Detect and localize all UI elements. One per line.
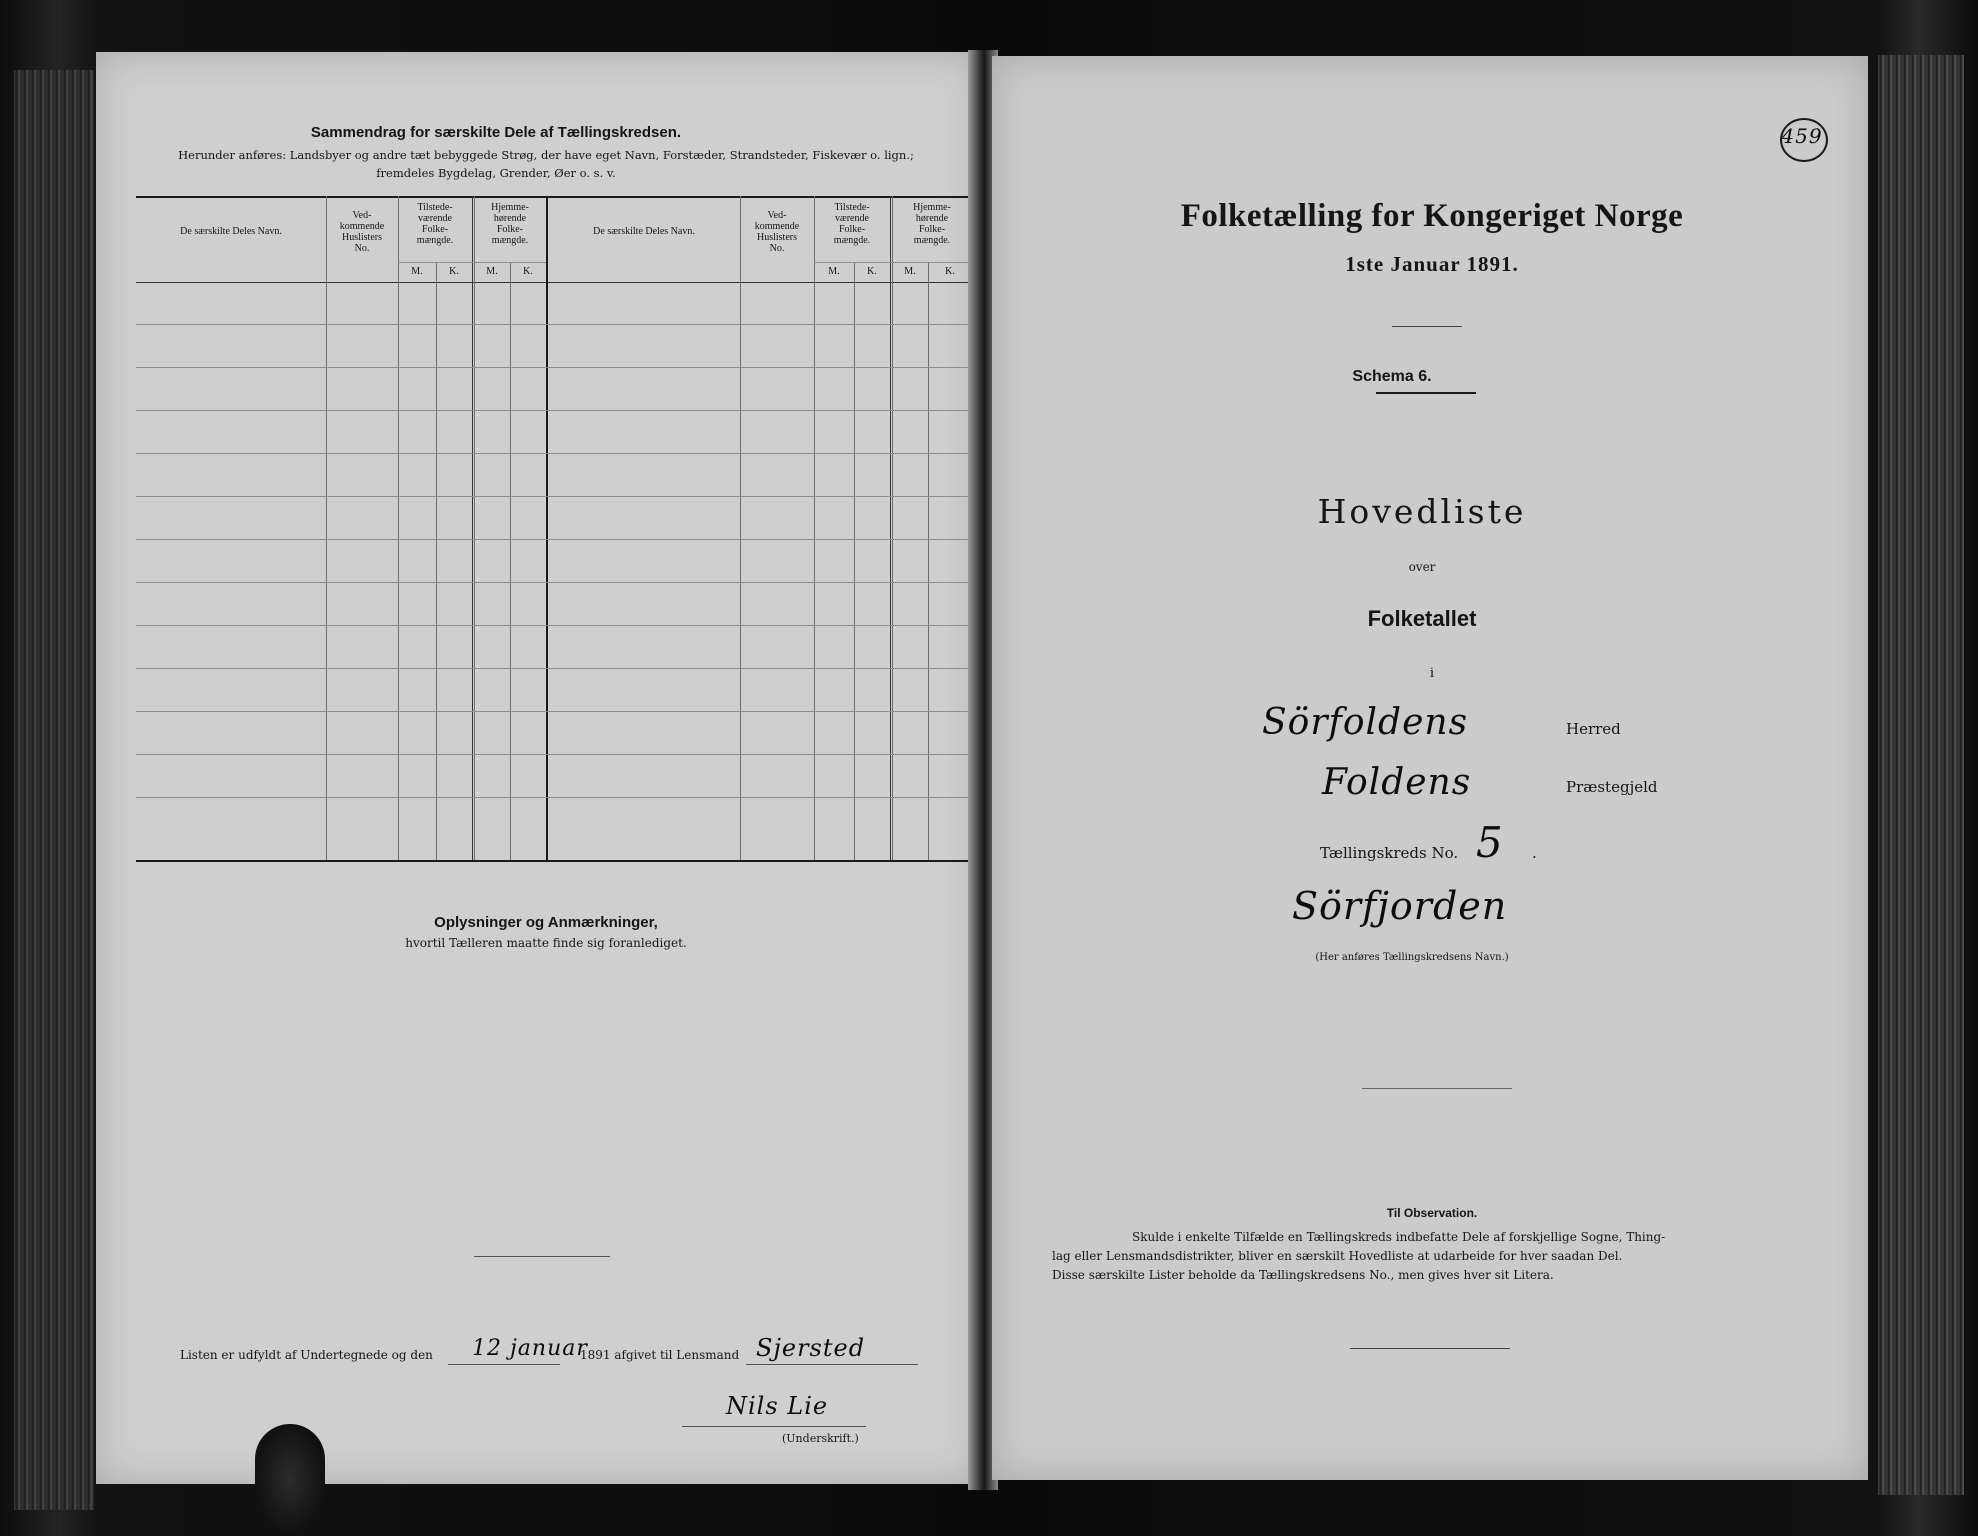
header-k: K. bbox=[523, 266, 533, 277]
header-k: K. bbox=[449, 266, 459, 277]
kreds-period: . bbox=[1532, 844, 1537, 862]
herred-name: Sörfoldens bbox=[1262, 702, 1469, 743]
underskrift-label: (Underskrift.) bbox=[782, 1432, 859, 1445]
header-hjemme-left: Hjemme- hørende Folke- mængde. bbox=[491, 202, 529, 246]
folketallet-title: Folketallet bbox=[1367, 606, 1477, 631]
kreds-number: 5 bbox=[1476, 818, 1504, 867]
header-huslister-left: Ved- kommende Huslisters No. bbox=[339, 210, 385, 254]
summary-intro-line-1: Herunder anføres: Landsbyer og andre tæt bebyggede Strøg, der have eget Navn, Forstæder, Strandsteder, Fiskevær o. lign.; bbox=[178, 148, 914, 162]
summary-title: Sammendrag for særskilte Dele af Tællingskredsen. bbox=[310, 124, 682, 141]
observation-title: Til Observation. bbox=[1386, 1206, 1478, 1220]
left-page bbox=[96, 52, 980, 1484]
header-hjemme-right: Hjemme- hørende Folke- mængde. bbox=[913, 202, 951, 246]
header-k: K. bbox=[945, 266, 955, 277]
right-page-edges bbox=[1878, 55, 1964, 1495]
lensmand-name: Sjersted bbox=[756, 1334, 866, 1362]
signature-line-prefix: Listen er udfyldt af Undertegnede og den bbox=[180, 1348, 433, 1362]
observation-line-2: lag eller Lensmandsdistrikter, bliver en særskilt Hovedliste at udarbeide for hver saadan Del. bbox=[1052, 1249, 1623, 1263]
page-number: 459 bbox=[1781, 124, 1823, 148]
header-m: M. bbox=[828, 266, 840, 277]
summary-table bbox=[136, 196, 972, 862]
main-title: Folketælling for Kongeriget Norge bbox=[1180, 198, 1684, 234]
prestegjeld-label: Præstegjeld bbox=[1566, 778, 1658, 796]
hovedliste-title: Hovedliste bbox=[1317, 492, 1527, 531]
observation-line-1: Skulde i enkelte Tilfælde en Tællingskreds indbefatte Dele af forskjellige Sogne, Thing- bbox=[1132, 1230, 1666, 1244]
prestegjeld-name: Foldens bbox=[1322, 762, 1472, 803]
header-m: M. bbox=[904, 266, 916, 277]
signer-name: Nils Lie bbox=[726, 1392, 829, 1420]
header-tilstede-left: Tilstede- værende Folke- mængde. bbox=[416, 202, 454, 246]
over-label: over bbox=[1408, 560, 1436, 574]
observation-text bbox=[1052, 1228, 1842, 1285]
header-tilstede-right: Tilstede- værende Folke- mængde. bbox=[833, 202, 871, 246]
schema-label: Schema 6. bbox=[1352, 368, 1432, 385]
header-huslister-right: Ved- kommende Huslisters No. bbox=[754, 210, 800, 254]
herred-label: Herred bbox=[1566, 720, 1621, 738]
header-m: M. bbox=[486, 266, 498, 277]
thumb-shadow bbox=[255, 1424, 325, 1534]
header-m: M. bbox=[411, 266, 423, 277]
i-label: i bbox=[1429, 666, 1435, 681]
kreds-label: Tællingskreds No. bbox=[1320, 844, 1459, 862]
date-line: 1ste Januar 1891. bbox=[1345, 252, 1519, 276]
right-page bbox=[992, 56, 1868, 1480]
header-k: K. bbox=[867, 266, 877, 277]
summary-intro-line-2: fremdeles Bygdelag, Grender, Øer o. s. v. bbox=[376, 166, 616, 180]
kreds-name: Sörfjorden bbox=[1292, 884, 1508, 928]
signature-date: 12 januar bbox=[472, 1336, 588, 1361]
header-deles-navn-left: De særskilte Deles Navn. bbox=[180, 226, 282, 237]
observation-line-3: Disse særskilte Lister beholde da Tællingskredsens No., men gives hver sit Litera. bbox=[1052, 1268, 1554, 1282]
notes-title: Oplysninger og Anmærkninger, bbox=[434, 914, 658, 931]
left-page-edges bbox=[14, 70, 94, 1510]
notes-subtitle: hvortil Tælleren maatte finde sig foranlediget. bbox=[405, 936, 687, 950]
header-deles-navn-right: De særskilte Deles Navn. bbox=[593, 226, 695, 237]
signature-line-mid: 1891 afgivet til Lensmand bbox=[580, 1348, 740, 1362]
kreds-name-caption: (Her anføres Tællingskredsens Navn.) bbox=[1315, 952, 1509, 963]
